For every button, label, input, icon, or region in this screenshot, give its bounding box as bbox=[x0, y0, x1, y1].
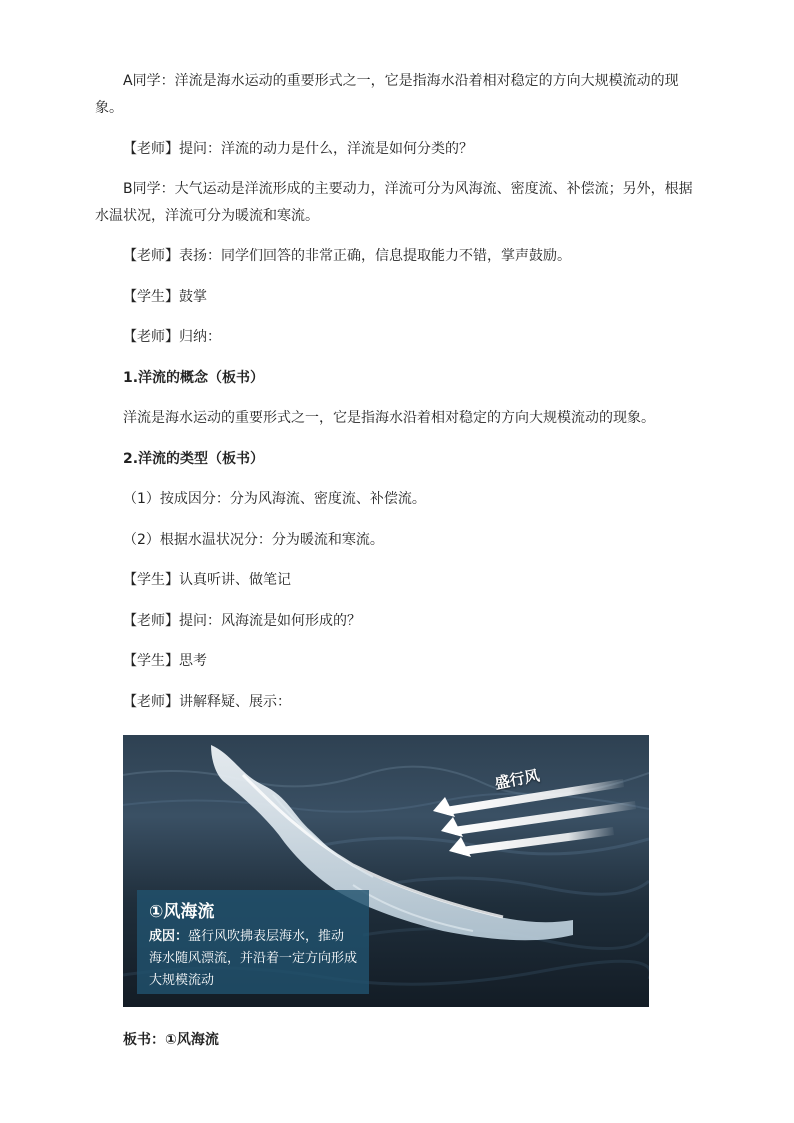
heading-types: 2.洋流的类型（板书） bbox=[123, 451, 265, 467]
student-b-answer: B同学：大气运动是洋流形成的主要动力，洋流可分为风海流、密度流、补偿流；另外，根据水温状况，洋流可分为暖流和寒流。 bbox=[95, 181, 693, 224]
teacher-praise: 【老师】表扬：同学们回答的非常正确，信息提取能力不错，掌声鼓励。 bbox=[123, 248, 571, 264]
teacher-question-2: 【老师】提问：风海流是如何形成的？ bbox=[123, 613, 361, 629]
student-notes: 【学生】认真听讲、做笔记 bbox=[123, 572, 291, 588]
caption-title: ①风海流 bbox=[149, 902, 215, 922]
caption-text: 盛行风吹拂表层海水，推动海水随风漂流，并沿着一定方向形成大规模流动 bbox=[149, 929, 358, 988]
type-by-cause: （1）按成因分：分为风海流、密度流、补偿流。 bbox=[123, 491, 426, 507]
teacher-question-1: 【老师】提问：洋流的动力是什么，洋流是如何分类的？ bbox=[123, 141, 473, 157]
wind-current-figure bbox=[123, 735, 649, 1007]
caption-body bbox=[149, 926, 357, 992]
teacher-summary: 【老师】归纳： bbox=[123, 329, 221, 345]
heading-concept: 1.洋流的概念（板书） bbox=[123, 370, 265, 386]
wind-label: 盛行风 bbox=[493, 766, 542, 793]
caption-box bbox=[137, 890, 369, 994]
student-think: 【学生】思考 bbox=[123, 653, 207, 669]
wind-arrows bbox=[433, 779, 636, 857]
student-a-answer: A同学：洋流是海水运动的重要形式之一，它是指海水沿着相对稳定的方向大规模流动的现象。 bbox=[95, 73, 679, 116]
board-note: 板书：①风海流 bbox=[123, 1032, 219, 1048]
teacher-explain: 【老师】讲解释疑、展示： bbox=[123, 694, 291, 710]
caption-label: 成因： bbox=[149, 929, 189, 944]
student-clap: 【学生】鼓掌 bbox=[123, 289, 207, 305]
concept-definition: 洋流是海水运动的重要形式之一，它是指海水沿着相对稳定的方向大规模流动的现象。 bbox=[123, 410, 655, 426]
type-by-temperature: （2）根据水温状况分：分为暖流和寒流。 bbox=[123, 532, 384, 548]
